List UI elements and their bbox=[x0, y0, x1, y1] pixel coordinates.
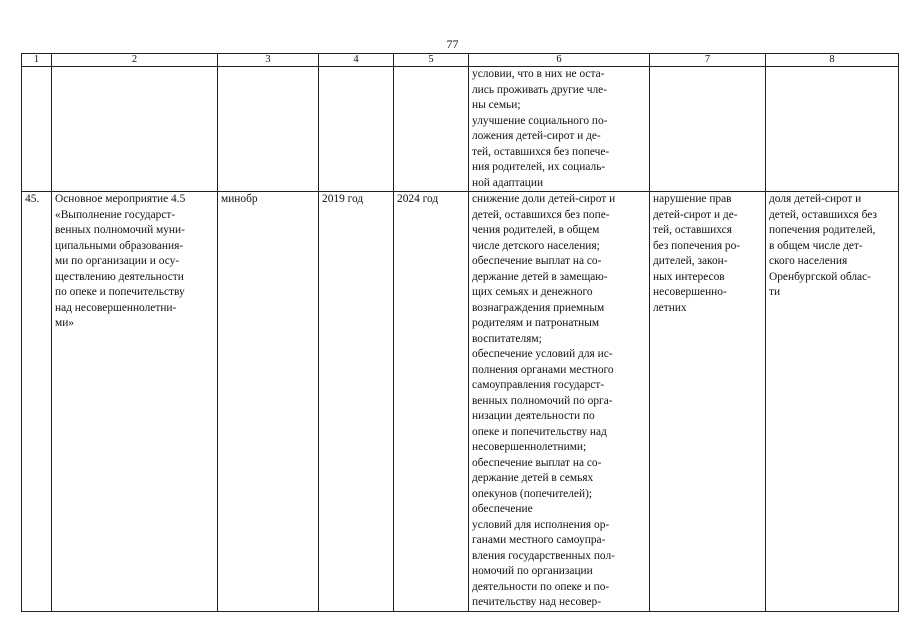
column-header-7: 7 bbox=[650, 54, 766, 67]
table-row-continuation bbox=[22, 67, 899, 192]
end-year: 2024 год bbox=[397, 193, 439, 205]
cell-empty bbox=[218, 67, 319, 192]
expected-results-cell bbox=[469, 192, 650, 612]
column-header-2: 2 bbox=[52, 54, 218, 67]
indicator-cell bbox=[766, 192, 899, 612]
column-number-row bbox=[22, 54, 899, 67]
cell-empty bbox=[766, 67, 899, 192]
expected-results: снижение доли детей-сирот и детей, оставшихся без попе- чения родителей, в общем числе детского населения; обеспечение выплат на со- держание детей в замещаю- щих семьях и денежного вознаграждения приемным родителям и патронатным воспитателям; обеспечение условий для ис- полнения органами местного самоуправления государст- венных полномочий по орга- низации деятельности по опеке и попечительству над несовершеннолетними; обеспечение выплат на со- держание детей в семьях опекунов (попечителей); обеспечение условий для исполнения ор- ганами местного самоупра- вления государственных пол- номочий по организации деятельности по опеке и по- печительству над несовер- bbox=[472, 193, 616, 608]
continuation-results-cell bbox=[469, 67, 650, 192]
column-header-4: 4 bbox=[319, 54, 394, 67]
start-year-cell bbox=[319, 192, 394, 612]
consequences-cell bbox=[650, 192, 766, 612]
column-header-1: 1 bbox=[22, 54, 52, 67]
end-year-cell bbox=[394, 192, 469, 612]
continuation-results-text: условии, что в них не оста- лись проживать другие чле- ны семьи; улучшение социального по- ложения детей-сирот и де- тей, оставшихся без попече- ния родителей, их социаль- ной адаптации bbox=[472, 68, 610, 189]
cell-empty bbox=[52, 67, 218, 192]
consequences: нарушение прав детей-сирот и де- тей, оставшихся без попечения ро- дителей, закон- ных интересов несовершенно- летних bbox=[653, 193, 741, 314]
cell-empty bbox=[650, 67, 766, 192]
cell-empty bbox=[319, 67, 394, 192]
start-year: 2019 год bbox=[322, 193, 364, 205]
measures-table bbox=[21, 53, 899, 612]
cell-empty bbox=[22, 67, 52, 192]
indicator: доля детей-сирот и детей, оставшихся без попечения родителей, в общем числе дет- ского населения Оренбургской облас- ти bbox=[769, 193, 877, 298]
row-number: 45. bbox=[25, 193, 40, 205]
column-header-8: 8 bbox=[766, 54, 899, 67]
executor-cell bbox=[218, 192, 319, 612]
page-number: 77 bbox=[446, 37, 459, 51]
executor: минобр bbox=[221, 193, 258, 205]
row-number-cell bbox=[22, 192, 52, 612]
column-header-6: 6 bbox=[469, 54, 650, 67]
measure-name: Основное мероприятие 4.5 «Выполнение государст- венных полномочий муни- ципальными образования- ми по организации и осу- ществлению деятельности по опеке и попечительству над несовершеннолетни- ми» bbox=[55, 193, 186, 329]
column-header-3: 3 bbox=[218, 54, 319, 67]
measure-name-cell bbox=[52, 192, 218, 612]
cell-empty bbox=[394, 67, 469, 192]
table-row-45 bbox=[22, 192, 899, 612]
column-header-5: 5 bbox=[394, 54, 469, 67]
